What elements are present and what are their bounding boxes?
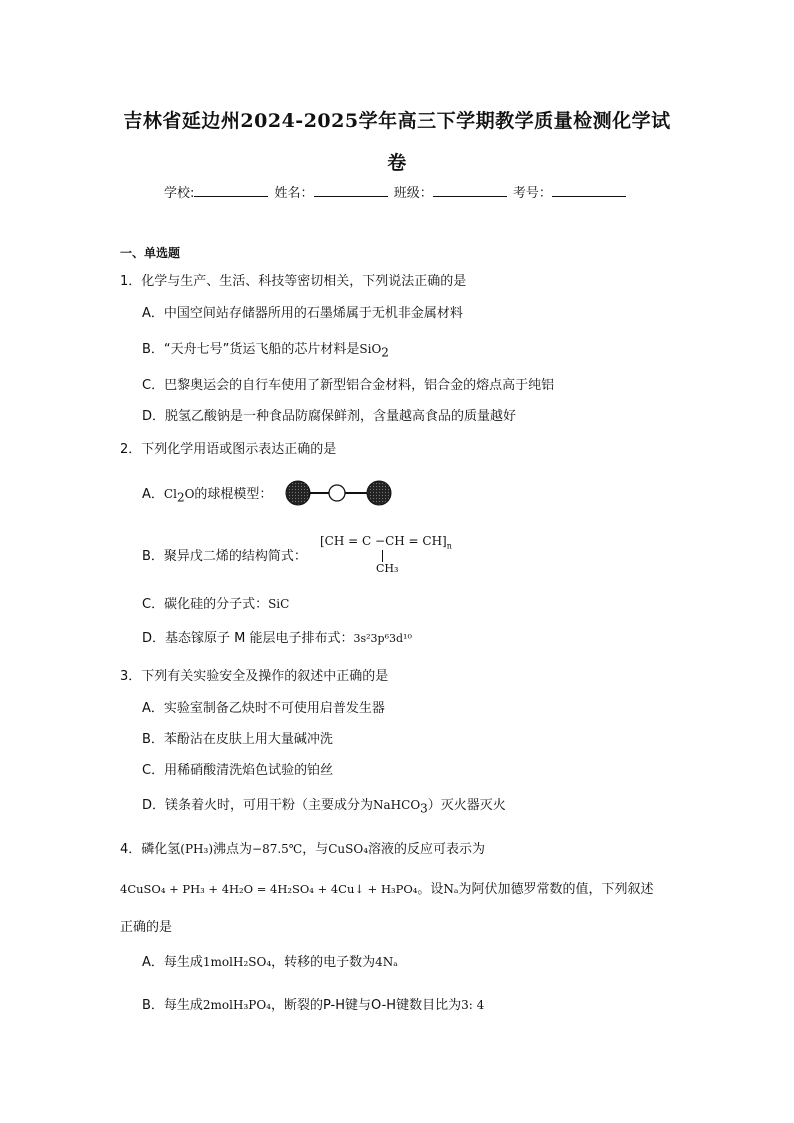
q4-equation-line (120, 878, 654, 897)
q4-a-value: 4Nₐ (375, 955, 398, 969)
page-title-line2: 卷 (387, 152, 407, 174)
q4-cuso4: CuSO₄ (328, 842, 369, 856)
q4-b-ratio: 3: 4 (461, 998, 485, 1012)
cl-atom-left (286, 481, 310, 505)
q1-b-sub: 2 (381, 345, 389, 360)
q4-b-formula: 2molH₃PO₄ (202, 998, 271, 1012)
q4-na-symbol: Nₐ (443, 882, 459, 896)
exam-no-blank[interactable] (552, 184, 626, 197)
q2-option-c (142, 593, 289, 612)
q3-option-b: B．苯酚沾在皮肤上用大量碱冲洗 (142, 732, 333, 747)
q4-text1: 4．磷化氢 (120, 842, 181, 857)
q3-d-formula: NaHCO (373, 798, 421, 812)
q2-option-d (142, 627, 412, 646)
q3-stem: 3．下列有关实验安全及操作的叙述中正确的是 (120, 669, 389, 684)
q4-text4: 溶液的反应可表示为 (368, 842, 486, 857)
q2-a-formula2: O (184, 487, 195, 501)
q3-d-text2: ）灭火器灭火 (427, 798, 506, 813)
q4-eq-tail1: 。设 (417, 882, 444, 897)
q4-a-formula: 1molH₂SO₄ (202, 955, 272, 969)
q3-d-text1: D．镁条着火时，可用干粉（主要成分为 (142, 798, 374, 813)
struct-main-text: [CH = C −CH = CH] (320, 534, 447, 548)
q1-b-formula: SiO (359, 342, 382, 356)
q4-text2: 沸点为 (213, 842, 253, 857)
q3-option-a: A．实验室制备乙炔时不可使用启普发生器 (142, 701, 385, 716)
q4-b-text2: ，断裂的P-H键与O-H键数目比为 (271, 998, 462, 1013)
q2-a-prefix: A． (142, 487, 164, 502)
q4-boiling-point: −87.5℃ (252, 842, 303, 856)
q4-equation: 4CuSO₄ + PH₃ + 4H₂O = 4H₂SO₄ + 4Cu↓ + H₃PO₄ (120, 882, 418, 896)
student-info-row (164, 182, 628, 201)
q4-b-text1: B．每生成 (142, 998, 203, 1013)
q2-c-text: C．碳化硅的分子式： (142, 597, 269, 612)
school-label: 学校: (164, 186, 195, 201)
q1-stem: 1．化学与生产、生活、科技等密切相关，下列说法正确的是 (120, 274, 467, 289)
page-title-line1: 吉林省延边州2024-2025学年高三下学期教学质量检测化学试 (123, 110, 671, 132)
o-atom (329, 485, 345, 501)
q4-option-a (142, 951, 398, 970)
cl-atom-right (367, 481, 391, 505)
q2-d-config: 3s²3p⁶3d¹⁰ (353, 632, 412, 645)
q4-ph3: (PH₃) (180, 842, 213, 856)
q4-stem-line3: 正确的是 (120, 920, 173, 935)
q1-option-d: D．脱氢乙酸钠是一种食品防腐保鲜剂，含量越高食品的质量越好 (142, 409, 517, 424)
q4-text3: ，与 (302, 842, 329, 857)
q4-a-text1: A．每生成 (142, 955, 203, 970)
q2-option-a (142, 483, 272, 505)
q2-c-formula: SiC (268, 597, 290, 611)
q1-b-text: B．“天舟七号”货运飞船的芯片材料是 (142, 342, 360, 357)
class-blank[interactable] (433, 184, 507, 197)
struct-main-chain (320, 534, 452, 550)
q1-option-b (142, 338, 389, 360)
q3-option-d (142, 794, 506, 816)
struct-branch-bond (382, 550, 383, 562)
exam-no-label: 考号： (512, 186, 552, 201)
q2-a-suffix: 的球棍模型： (194, 487, 273, 502)
polyisoprene-structure (320, 534, 500, 578)
struct-branch-ch3: CH₃ (376, 562, 399, 575)
q4-option-b (142, 994, 484, 1013)
q4-stem-line1 (120, 838, 485, 857)
q2-d-text: D．基态镓原子 M 能层电子排布式： (142, 631, 354, 646)
section-heading: 一、单选题 (120, 246, 181, 260)
name-blank[interactable] (314, 184, 388, 197)
school-blank[interactable] (194, 184, 268, 197)
q1-option-c: C．巴黎奥运会的自行车使用了新型铝合金材料，铝合金的熔点高于纯铝 (142, 378, 555, 393)
q2-stem: 2．下列化学用语或图示表达正确的是 (120, 442, 337, 457)
cl2o-ball-stick-model (285, 479, 393, 507)
q2-a-formula: Cl (163, 487, 177, 501)
q2-a-sub: 2 (176, 490, 185, 505)
name-label: 姓名： (274, 186, 314, 201)
q3-option-c: C．用稀硝酸清洗焰色试验的铂丝 (142, 763, 334, 778)
q4-a-text2: ，转移的电子数为 (271, 955, 376, 970)
q4-eq-tail2: 为阿伏加德罗常数的值，下列叙述 (458, 882, 654, 897)
q3-d-sub: 3 (420, 801, 428, 816)
q1-option-a: A．中国空间站存储器所用的石墨烯属于无机非金属材料 (142, 306, 463, 321)
struct-subscript-n: n (446, 541, 452, 551)
class-label: 班级： (393, 186, 433, 201)
q2-option-b: B．聚异戊二烯的结构简式： (142, 549, 307, 564)
